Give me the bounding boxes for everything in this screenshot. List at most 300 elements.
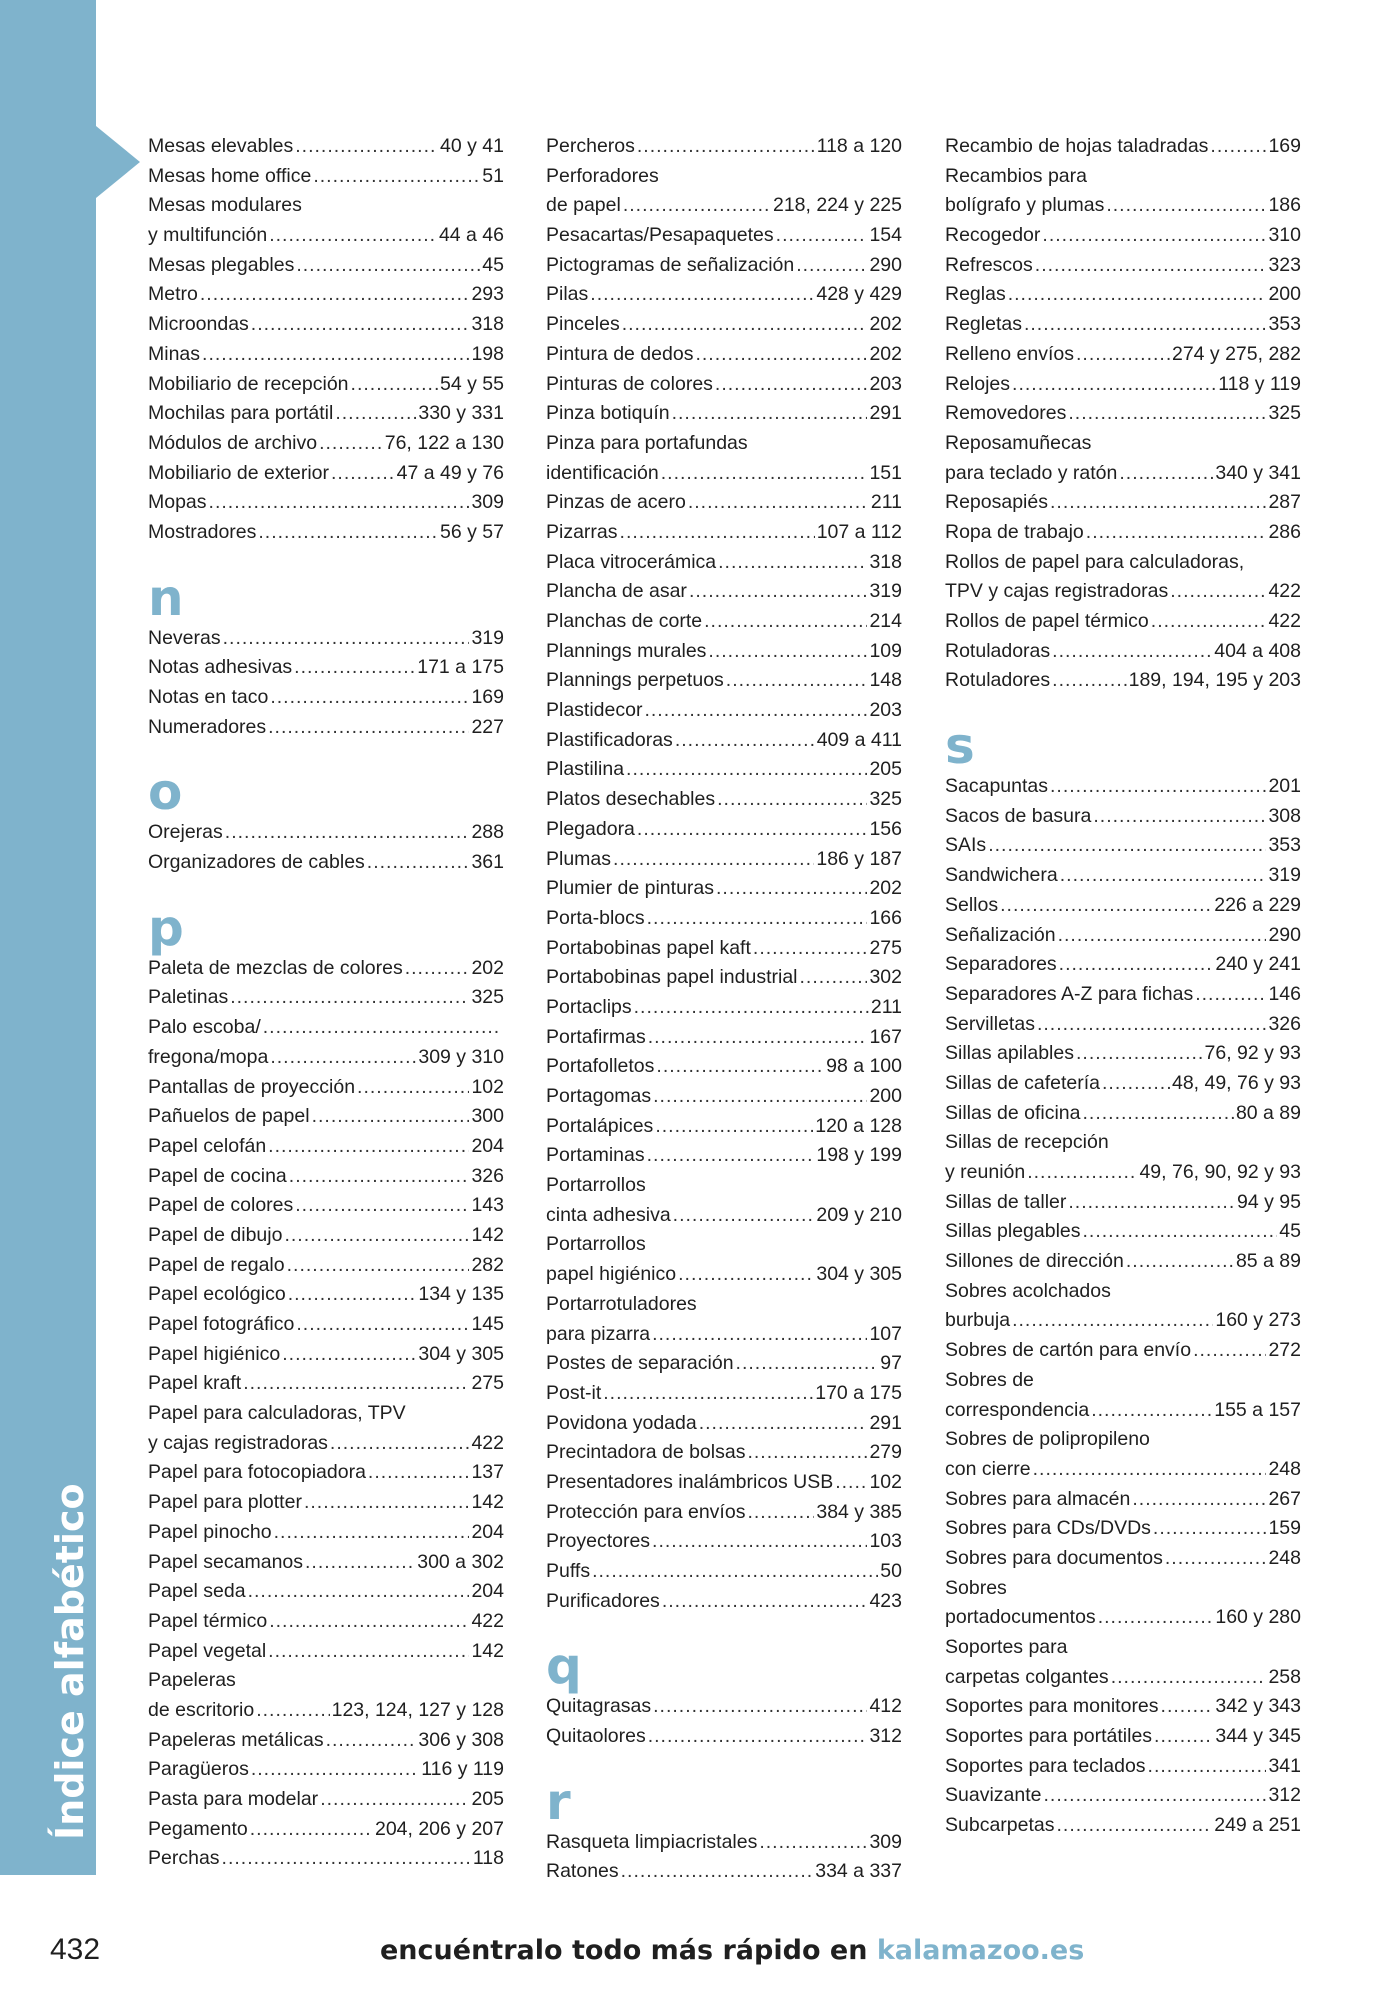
index-pages: 300 <box>471 1105 504 1128</box>
index-entry <box>546 399 902 429</box>
dot-leader <box>1008 280 1267 310</box>
index-pages: 202 <box>471 956 504 979</box>
index-pages: 409 a 411 <box>816 728 902 751</box>
index-entry <box>148 848 504 878</box>
index-entry <box>546 162 902 192</box>
dot-leader <box>736 1349 879 1379</box>
index-term: Soportes para portátiles <box>945 1725 1153 1748</box>
index-entry <box>148 221 504 251</box>
index-entry <box>148 683 504 713</box>
index-entry <box>148 1488 504 1518</box>
dot-leader <box>1111 1663 1267 1693</box>
index-entry <box>148 1162 504 1192</box>
index-entry <box>945 1336 1301 1366</box>
index-pages: 40 y 41 <box>440 135 504 157</box>
sidebar-band <box>0 0 96 1875</box>
index-entry <box>945 831 1301 861</box>
index-pages: 118 <box>472 1847 504 1870</box>
index-entry <box>148 191 504 221</box>
index-term: de papel <box>546 194 621 217</box>
dot-leader <box>1195 980 1266 1010</box>
index-entry <box>546 1171 902 1201</box>
index-entry <box>148 310 504 340</box>
dot-leader <box>1106 191 1266 221</box>
index-pages: 54 y 55 <box>440 372 504 395</box>
index-term: Paleta de mezclas de colores <box>148 956 403 979</box>
index-term: Sobres acolchados <box>945 1279 1111 1302</box>
index-term: Portarrollos <box>546 1174 646 1197</box>
dot-leader <box>326 1726 417 1756</box>
index-term: Sillas de recepción <box>945 1131 1109 1154</box>
index-pages: 325 <box>471 986 504 1009</box>
index-entry <box>148 162 504 192</box>
index-entry <box>945 1633 1301 1663</box>
index-pages: 342 y 343 <box>1215 1695 1301 1718</box>
index-term: identificación <box>546 461 659 484</box>
index-entry <box>945 1188 1301 1218</box>
dot-leader <box>1170 577 1266 607</box>
index-pages: 171 a 175 <box>417 656 504 679</box>
index-term: Pesacartas/Pesapaquetes <box>546 224 774 247</box>
index-term: Papel de dibujo <box>148 1223 283 1246</box>
dot-leader <box>1076 340 1170 370</box>
dot-leader <box>312 1102 470 1132</box>
index-entry <box>148 1666 504 1696</box>
index-term: Papel térmico <box>148 1609 268 1632</box>
dot-leader <box>1037 1010 1267 1040</box>
index-pages: 267 <box>1268 1487 1301 1510</box>
index-term: Portaminas <box>546 1144 645 1167</box>
dot-leader <box>305 1548 415 1578</box>
index-entry <box>546 1498 902 1528</box>
section-letter-s: s <box>945 717 975 776</box>
index-term: carpetas colgantes <box>945 1665 1109 1688</box>
index-entry <box>546 1692 902 1722</box>
index-term: Proyectores <box>546 1530 651 1553</box>
index-pages: 137 <box>471 1461 504 1484</box>
index-pages: 323 <box>1268 253 1301 276</box>
index-entry <box>546 815 902 845</box>
index-term: Subcarpetas <box>945 1814 1055 1837</box>
index-term: Precintadora de bolsas <box>546 1441 746 1464</box>
dot-leader <box>653 1692 867 1722</box>
index-term: Recambios para <box>945 164 1087 187</box>
dot-leader <box>289 1162 470 1192</box>
index-entry <box>945 191 1301 221</box>
index-entry <box>148 1191 504 1221</box>
index-term: Portabobinas papel industrial <box>546 966 798 989</box>
dot-leader <box>678 1260 814 1290</box>
index-term: Recambio de hojas taladradas <box>945 135 1209 157</box>
index-term: Suavizante <box>945 1784 1042 1807</box>
index-pages: 306 y 308 <box>418 1728 504 1751</box>
page-number: 432 <box>50 1933 101 1966</box>
index-entry <box>945 666 1301 696</box>
index-term: Papel de regalo <box>148 1253 285 1276</box>
index-pages: 384 y 385 <box>816 1500 902 1523</box>
index-entry <box>148 713 504 743</box>
dot-leader <box>662 1587 868 1617</box>
dot-leader <box>652 1527 867 1557</box>
dot-leader <box>1024 310 1266 340</box>
dot-leader <box>368 1458 470 1488</box>
dot-leader <box>637 815 868 845</box>
index-term: Plastilina <box>546 758 625 781</box>
index-entry <box>148 1548 504 1578</box>
dot-leader <box>1057 1811 1213 1841</box>
index-term: para pizarra <box>546 1322 651 1345</box>
index-pages: 211 <box>870 995 902 1018</box>
index-entry <box>945 310 1301 340</box>
index-entry <box>148 1458 504 1488</box>
index-term: Rollos de papel térmico <box>945 610 1149 632</box>
index-term: Pilas <box>546 283 589 306</box>
index-term: Numeradores <box>148 715 267 738</box>
index-term: Sobres para CDs/DVDs <box>945 1517 1151 1540</box>
dot-leader <box>1052 666 1126 696</box>
index-pages: 203 <box>869 372 902 395</box>
index-entry <box>945 577 1301 607</box>
index-term: Portagomas <box>546 1085 652 1107</box>
index-pages: 279 <box>869 1441 902 1464</box>
index-pages: 290 <box>869 253 902 276</box>
index-entry <box>945 772 1301 802</box>
index-pages: 422 <box>1268 610 1301 632</box>
dot-leader <box>637 132 815 162</box>
index-entry <box>546 251 902 281</box>
index-pages: 159 <box>1268 1517 1301 1540</box>
index-term: Presentadores inalámbricos USB <box>546 1470 834 1493</box>
index-entry <box>148 370 504 400</box>
index-entry <box>945 1781 1301 1811</box>
index-pages: 160 y 273 <box>1215 1309 1301 1332</box>
index-pages: 282 <box>471 1253 504 1276</box>
index-term: Mostradores <box>148 520 257 543</box>
index-pages: 275 <box>471 1372 504 1395</box>
index-entry <box>148 1280 504 1310</box>
dot-leader <box>1052 637 1212 667</box>
index-entry <box>148 251 504 281</box>
index-entry <box>148 1102 504 1132</box>
index-entry <box>945 280 1301 310</box>
index-term: Pegamento <box>148 1817 248 1840</box>
dot-leader <box>1161 1692 1214 1722</box>
index-term: Paletinas <box>148 986 229 1009</box>
dot-leader <box>603 1379 813 1409</box>
index-entry <box>546 132 902 162</box>
dot-leader <box>270 1043 416 1073</box>
index-entry <box>546 993 902 1023</box>
dot-leader <box>270 683 469 713</box>
index-entry <box>945 340 1301 370</box>
index-pages: 412 <box>869 1695 902 1718</box>
dot-leader <box>1000 891 1212 921</box>
dot-leader <box>1043 1781 1266 1811</box>
index-term: de escritorio <box>148 1698 255 1721</box>
index-term: fregona/mopa <box>148 1045 269 1068</box>
index-term: Pañuelos de papel <box>148 1105 310 1128</box>
index-entry <box>945 548 1301 578</box>
index-entry <box>148 1132 504 1162</box>
index-term: Papeleras <box>148 1669 236 1692</box>
index-term: Postes de separación <box>546 1352 734 1375</box>
index-term: Papel para fotocopiadora <box>148 1461 366 1484</box>
index-pages: 97 <box>880 1352 902 1375</box>
index-pages: 319 <box>1268 864 1301 887</box>
index-pages: 326 <box>1268 1012 1301 1035</box>
index-entry <box>148 1785 504 1815</box>
index-term: Neveras <box>148 626 221 649</box>
index-term: Pinzas de acero <box>546 491 686 514</box>
index-pages: 318 <box>869 550 902 573</box>
index-pages: 209 y 210 <box>816 1203 902 1226</box>
index-pages: 353 <box>1268 834 1301 857</box>
index-term: Pinturas de colores <box>546 372 713 395</box>
index-entry <box>945 802 1301 832</box>
footer-slogan <box>380 1935 1084 1966</box>
index-pages: 200 <box>1268 283 1301 306</box>
dot-leader <box>988 831 1266 861</box>
index-entry <box>148 624 504 654</box>
index-pages: 154 <box>869 224 902 247</box>
index-term: Sillas apilables <box>945 1042 1074 1065</box>
index-entry <box>148 1577 504 1607</box>
index-term: Papel kraft <box>148 1372 242 1395</box>
dot-leader <box>357 1073 469 1103</box>
index-term: Porta-blocs <box>546 906 645 929</box>
dot-leader <box>367 848 470 878</box>
dot-leader <box>335 399 416 429</box>
index-term: Portafirmas <box>546 1025 646 1048</box>
index-term: Portarrotuladores <box>546 1292 697 1315</box>
dot-leader <box>1210 132 1266 162</box>
index-pages: 227 <box>471 715 504 738</box>
index-term: Rotuladoras <box>945 639 1051 662</box>
index-entry <box>546 1023 902 1053</box>
index-entry <box>148 653 504 683</box>
index-pages: 167 <box>869 1025 902 1048</box>
section-letter-q: q <box>546 1637 582 1696</box>
dot-leader <box>1058 921 1267 951</box>
index-pages: 310 <box>1268 224 1301 247</box>
index-pages: 288 <box>471 821 504 844</box>
index-entry <box>546 1230 902 1260</box>
index-term: Mesas home office <box>148 164 312 187</box>
index-pages: 422 <box>471 1609 504 1632</box>
index-term: Sellos <box>945 893 999 916</box>
index-term: Sobres <box>945 1576 1007 1599</box>
index-term: Plannings murales <box>546 639 707 662</box>
dot-leader <box>1059 950 1214 980</box>
dot-leader <box>1102 1069 1170 1099</box>
index-entry <box>148 488 504 518</box>
index-term: Portalápices <box>546 1114 654 1137</box>
footer-site-link[interactable]: kalamazoo.es <box>876 1935 1085 1966</box>
dot-leader <box>1091 1396 1212 1426</box>
dot-leader <box>269 221 437 251</box>
dot-leader <box>296 1310 469 1340</box>
index-entry <box>148 1340 504 1370</box>
dot-leader <box>1068 1188 1235 1218</box>
index-entry <box>546 874 902 904</box>
index-pages: 76, 92 y 93 <box>1204 1042 1301 1065</box>
index-term: Microondas <box>148 313 249 336</box>
dot-leader <box>1193 1336 1266 1366</box>
dot-leader <box>652 1320 867 1350</box>
index-term: Quitaolores <box>546 1725 646 1748</box>
dot-leader <box>351 370 439 400</box>
index-pages: 145 <box>471 1313 504 1335</box>
index-pages: 214 <box>869 610 902 632</box>
index-term: Mobiliario de exterior <box>148 461 329 484</box>
dot-leader <box>225 818 470 848</box>
index-entry <box>945 921 1301 951</box>
index-term: Pantallas de proyección <box>148 1075 356 1098</box>
dot-leader <box>726 666 868 696</box>
dot-leader <box>250 1815 373 1845</box>
index-term: Plastidecor <box>546 699 643 722</box>
index-term: Recogedor <box>945 224 1041 247</box>
index-entry <box>945 891 1301 921</box>
dot-leader <box>590 280 814 310</box>
index-term: Sillas de cafetería <box>945 1071 1101 1094</box>
index-entry <box>546 548 902 578</box>
dot-leader <box>656 1052 824 1082</box>
index-pages: 148 <box>869 669 902 692</box>
dot-leader <box>243 1369 469 1399</box>
index-pages: 318 <box>471 313 504 336</box>
index-term: Pinceles <box>546 313 620 336</box>
dot-leader <box>295 1191 469 1221</box>
index-term: Relleno envíos <box>945 342 1074 365</box>
index-pages: 290 <box>1268 923 1301 946</box>
dot-leader <box>223 624 470 654</box>
dot-leader <box>644 696 867 726</box>
index-term: Pinza para portafundas <box>546 431 748 454</box>
index-column-3 <box>945 132 1301 1841</box>
index-term: Metro <box>148 283 198 306</box>
index-term: Mesas modulares <box>148 194 302 217</box>
index-term: Sandwichera <box>945 864 1058 887</box>
index-term: Perchas <box>148 1847 220 1870</box>
dot-leader <box>1153 1514 1267 1544</box>
index-entry <box>546 191 902 221</box>
dot-leader <box>1027 1158 1137 1188</box>
dot-leader <box>294 653 415 683</box>
dot-leader <box>268 713 469 743</box>
index-term: con cierre <box>945 1457 1031 1480</box>
dot-leader <box>296 251 480 281</box>
index-term: Removedores <box>945 402 1067 425</box>
index-entry <box>945 1277 1301 1307</box>
dot-leader <box>251 310 470 340</box>
dot-leader <box>284 1221 469 1251</box>
index-pages: 302 <box>869 966 902 989</box>
index-term: Ratones <box>546 1860 619 1883</box>
index-pages: 293 <box>471 283 504 306</box>
index-entry <box>945 1128 1301 1158</box>
index-term: Notas adhesivas <box>148 656 293 679</box>
index-term: Protección para envíos <box>546 1500 746 1523</box>
dot-leader <box>1098 1603 1214 1633</box>
index-pages: 404 a 408 <box>1214 639 1301 662</box>
dot-leader <box>331 459 395 489</box>
index-term: Rasqueta limpiacristales <box>546 1830 758 1853</box>
index-term: Portaclips <box>546 995 632 1018</box>
index-entry <box>945 950 1301 980</box>
index-pages: 200 <box>869 1085 902 1107</box>
index-entry <box>945 1485 1301 1515</box>
index-term: Sobres de cartón para envío <box>945 1339 1192 1362</box>
dot-leader <box>1068 399 1266 429</box>
dot-leader <box>796 251 867 281</box>
dot-leader <box>1126 1247 1234 1277</box>
index-term: Pasta para modelar <box>148 1788 319 1810</box>
index-entry <box>546 1260 902 1290</box>
index-entry <box>945 1217 1301 1247</box>
dot-leader <box>330 1429 470 1459</box>
dot-leader <box>1148 1752 1267 1782</box>
dot-leader <box>708 637 867 667</box>
dot-leader <box>622 310 868 340</box>
dot-leader <box>1060 861 1267 891</box>
index-column-1 <box>148 132 504 1874</box>
dot-leader <box>319 429 383 459</box>
index-pages: 422 <box>471 1431 504 1454</box>
dot-leader <box>1093 802 1266 832</box>
index-pages: 334 a 337 <box>815 1860 902 1883</box>
index-term: Sillas de oficina <box>945 1101 1081 1124</box>
index-pages: 123, 124, 127 y 128 <box>331 1698 504 1721</box>
index-pages: 249 a 251 <box>1214 1814 1301 1837</box>
index-entry <box>148 1429 504 1459</box>
index-entry <box>148 1726 504 1756</box>
index-entry <box>546 280 902 310</box>
index-pages: 189, 194, 195 y 203 <box>1128 669 1301 692</box>
index-pages: 326 <box>471 1164 504 1187</box>
index-entry <box>546 1052 902 1082</box>
index-term: Papel secamanos <box>148 1550 304 1573</box>
dot-leader <box>704 607 867 637</box>
index-pages: 85 a 89 <box>1235 1250 1301 1273</box>
index-term: Sobres de polipropileno <box>945 1428 1150 1451</box>
index-entry <box>546 934 902 964</box>
index-entry <box>945 1039 1301 1069</box>
dot-leader <box>304 1488 470 1518</box>
index-entry <box>148 429 504 459</box>
index-entry <box>148 280 504 310</box>
index-pages: 186 y 187 <box>816 847 902 870</box>
index-entry <box>546 845 902 875</box>
index-entry <box>945 1455 1301 1485</box>
index-entry <box>945 132 1301 162</box>
index-entry <box>945 1752 1301 1782</box>
index-term: Papel vegetal <box>148 1639 267 1662</box>
dot-leader <box>202 340 469 370</box>
index-term: Papel de colores <box>148 1194 294 1217</box>
index-pages: 170 a 175 <box>815 1381 902 1404</box>
index-entry <box>945 1544 1301 1574</box>
index-term: Organizadores de cables <box>148 851 365 874</box>
index-term: Sillones de dirección <box>945 1250 1124 1273</box>
index-term: Papel para calculadoras, TPV <box>148 1402 406 1425</box>
index-pages: 204 <box>471 1134 504 1157</box>
index-term: Papel pinocho <box>148 1520 272 1543</box>
index-entry <box>945 518 1301 548</box>
index-term: Refrescos <box>945 253 1033 276</box>
index-term: Pinza botiquín <box>546 402 670 425</box>
index-entry <box>148 1607 504 1637</box>
